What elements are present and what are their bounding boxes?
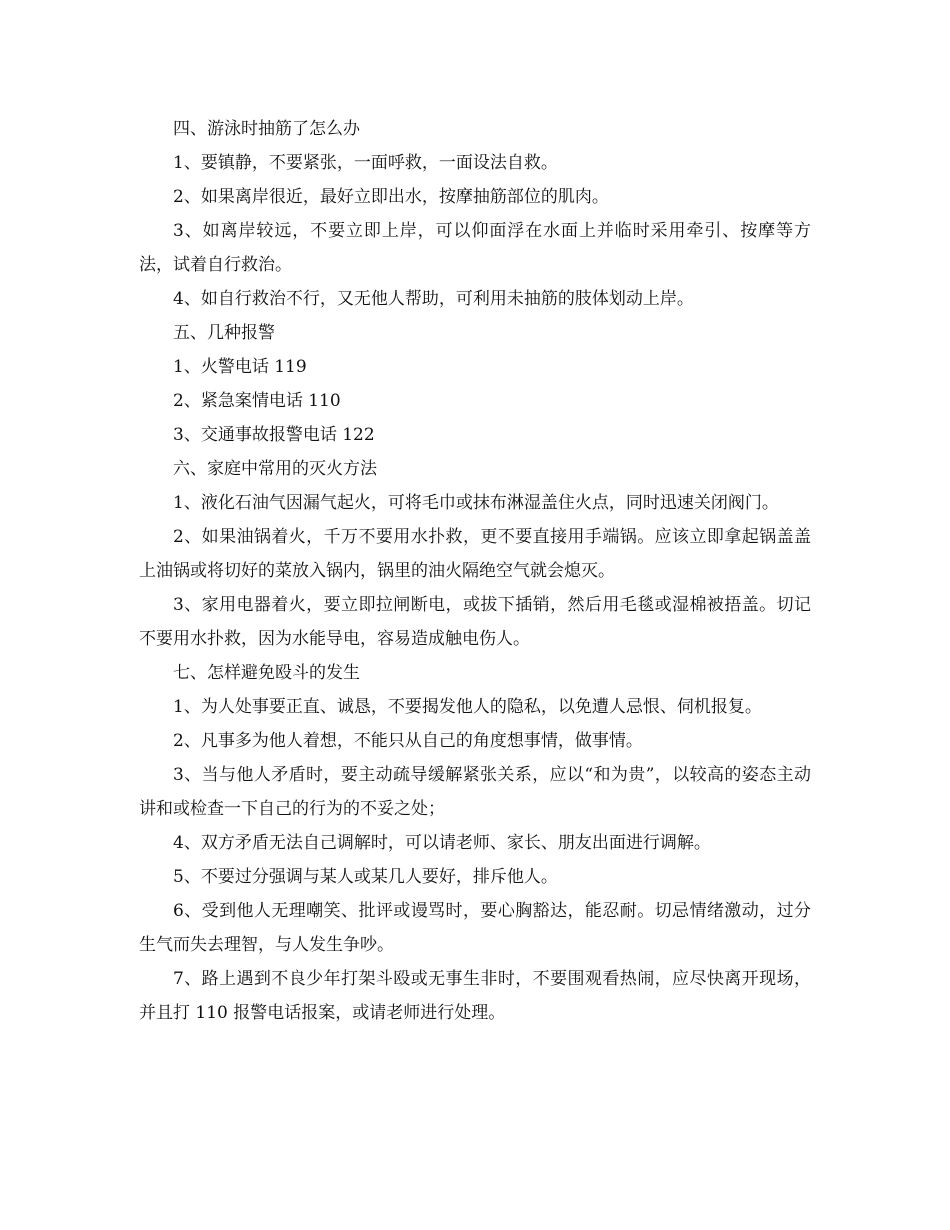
paragraph-item: 1、液化石油气因漏气起火，可将毛巾或抹布淋湿盖住火点，同时迅速关闭阀门。 xyxy=(173,493,779,513)
paragraph-item: 2、凡事多为他人着想，不能只从自己的角度想事情，做事情。 xyxy=(173,731,643,751)
section-heading-fire-extinguishing: 六、家庭中常用的灭火方法 xyxy=(173,459,377,479)
paragraph-item: 7、路上遇到不良少年打架斗殴或无事生非时，不要围观看热闹，应尽快离开现场，并且打 110 报警电话报案，或请老师进行处理。 xyxy=(139,969,811,1023)
section-heading-avoid-fights: 七、怎样避免殴斗的发生 xyxy=(173,663,360,683)
paragraph-item: 2、紧急案情电话 110 xyxy=(173,391,341,411)
paragraph-item: 2、如果油锅着火，千万不要用水扑救，更不要直接用手端锅。应该立即拿起锅盖盖上油锅或将切好的菜放入锅内，锅里的油火隔绝空气就会熄灭。 xyxy=(139,527,811,581)
document-body xyxy=(139,112,811,1030)
section-heading-emergency-calls: 五、几种报警 xyxy=(173,323,275,343)
paragraph-item: 2、如果离岸很近，最好立即出水，按摩抽筋部位的肌肉。 xyxy=(173,187,609,207)
paragraph-item: 4、双方矛盾无法自己调解时，可以请老师、家长、朋友出面进行调解。 xyxy=(173,833,711,853)
paragraph-item: 3、当与他人矛盾时，要主动疏导缓解紧张关系，应以“和为贵”，以较高的姿态主动讲和或检查一下自己的行为的不妥之处； xyxy=(139,765,811,819)
paragraph-item: 1、为人处事要正直、诚恳，不要揭发他人的隐私，以免遭人忌恨、伺机报复。 xyxy=(173,697,762,717)
paragraph-item: 6、受到他人无理嘲笑、批评或谩骂时，要心胸豁达，能忍耐。切忌情绪激动，过分生气而失去理智，与人发生争吵。 xyxy=(139,901,811,955)
paragraph-item: 3、交通事故报警电话 122 xyxy=(173,425,375,445)
paragraph-item: 4、如自行救治不行，又无他人帮助，可利用未抽筋的肢体划动上岸。 xyxy=(173,289,694,309)
paragraph-item: 1、火警电话 119 xyxy=(173,357,307,377)
paragraph-item: 1、要镇静，不要紧张，一面呼救，一面设法自救。 xyxy=(173,153,558,173)
paragraph-item: 3、如离岸较远，不要立即上岸，可以仰面浮在水面上并临时采用牵引、按摩等方法，试着自行救治。 xyxy=(139,221,811,275)
paragraph-item: 3、家用电器着火，要立即拉闸断电，或拔下插销，然后用毛毯或湿棉被捂盖。切记不要用水扑救，因为水能导电，容易造成触电伤人。 xyxy=(139,595,811,649)
section-heading-swimming-cramp: 四、游泳时抽筋了怎么办 xyxy=(173,119,360,139)
paragraph-item: 5、不要过分强调与某人或某几人要好，排斥他人。 xyxy=(173,867,558,887)
